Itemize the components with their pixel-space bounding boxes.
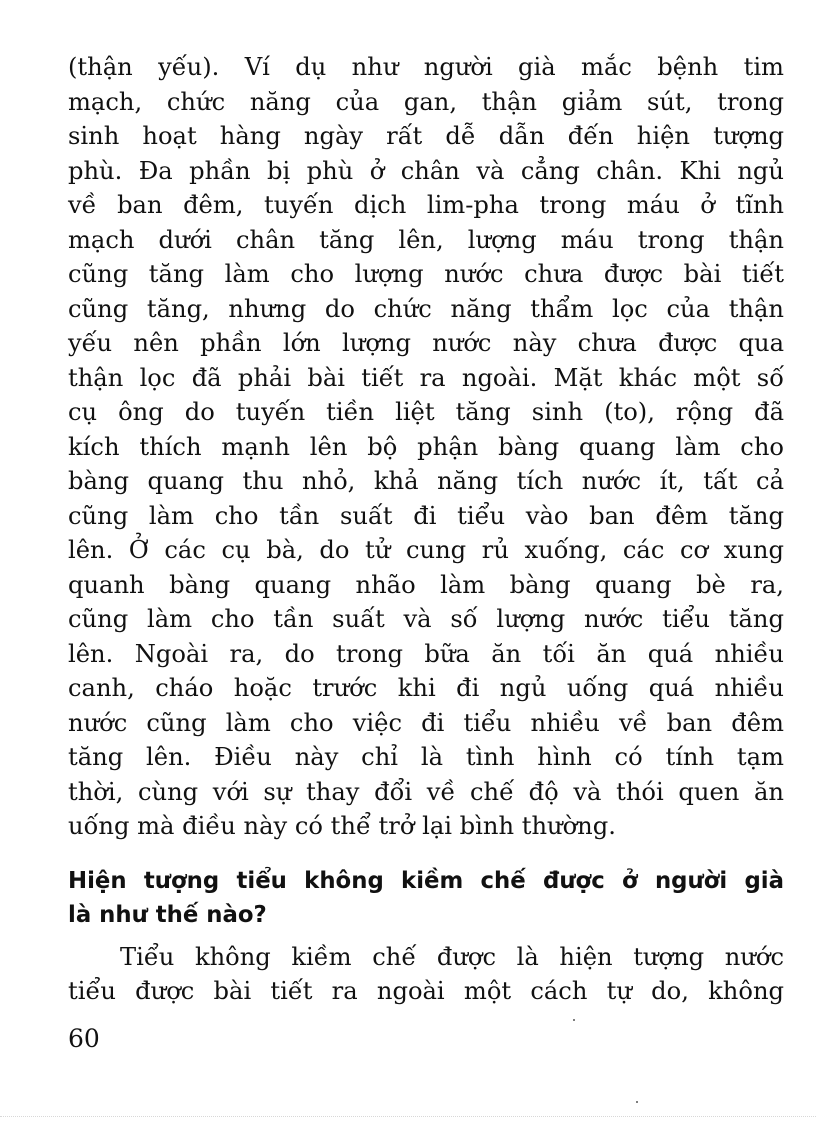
page-number: 60 <box>68 1024 100 1053</box>
text-line: quanh bàng quang nhão làm bàng quang bè ra, <box>68 570 784 599</box>
text-line: cụ ông do tuyến tiền liệt tăng sinh (to), rộng đã <box>68 398 784 426</box>
text-line: cũng làm cho tần suất đi tiểu vào ban đêm tăng <box>68 501 784 530</box>
text-line: phù. Đa phần bị phù ở chân và cẳng chân. Khi ngủ <box>68 156 784 185</box>
paragraph-1 <box>68 50 784 844</box>
text-line: canh, cháo hoặc trước khi đi ngủ uống quá nhiều <box>68 674 784 702</box>
scan-edge <box>0 1116 816 1119</box>
text-line: uống mà điều này có thể trở lại bình thường. <box>68 812 616 840</box>
text-line: Tiểu không kiềm chế được là hiện tượng nước <box>120 942 784 971</box>
text-line: yếu nên phần lớn lượng nước này chưa được qua <box>68 329 784 357</box>
text-line: tiểu được bài tiết ra ngoài một cách tự do, không <box>68 977 784 1005</box>
heading-line: là như thế nào? <box>68 901 267 928</box>
scan-speck <box>573 1019 575 1021</box>
text-line: về ban đêm, tuyến dịch lim-pha trong máu ở tĩnh <box>68 191 784 219</box>
section-heading <box>68 864 784 932</box>
text-line: bàng quang thu nhỏ, khả năng tích nước ít, tất cả <box>68 467 784 495</box>
text-line: lên. Ngoài ra, do trong bữa ăn tối ăn quá nhiều <box>68 639 784 668</box>
text-line: sinh hoạt hàng ngày rất dễ dẫn đến hiện tượng <box>68 122 784 150</box>
scan-speck <box>636 1101 638 1103</box>
text-line: nước cũng làm cho việc đi tiểu nhiều về ban đêm <box>68 708 784 737</box>
text-line: cũng tăng, nhưng do chức năng thẩm lọc của thận <box>68 294 784 323</box>
text-line: lên. Ở các cụ bà, do tử cung rủ xuống, các cơ xung <box>68 536 784 564</box>
text-line: kích thích mạnh lên bộ phận bàng quang làm cho <box>68 432 784 461</box>
text-line: mạch dưới chân tăng lên, lượng máu trong thận <box>68 225 784 254</box>
text-line: thận lọc đã phải bài tiết ra ngoài. Mặt khác một số <box>68 363 784 392</box>
text-line: mạch, chức năng của gan, thận giảm sút, trong <box>68 87 784 116</box>
text-line: cũng làm cho tần suất và số lượng nước tiểu tăng <box>68 605 784 633</box>
book-page <box>68 50 784 1009</box>
paragraph-2 <box>68 940 784 1009</box>
text-line: cũng tăng làm cho lượng nước chưa được bài tiết <box>68 260 784 288</box>
text-line: (thận yếu). Ví dụ như người già mắc bệnh tim <box>68 53 784 81</box>
text-line: thời, cùng với sự thay đổi về chế độ và thói quen ăn <box>68 777 784 806</box>
text-line: tăng lên. Điều này chỉ là tình hình có tính tạm <box>68 743 784 771</box>
heading-line: Hiện tượng tiểu không kiềm chế được ở người già <box>68 867 784 894</box>
